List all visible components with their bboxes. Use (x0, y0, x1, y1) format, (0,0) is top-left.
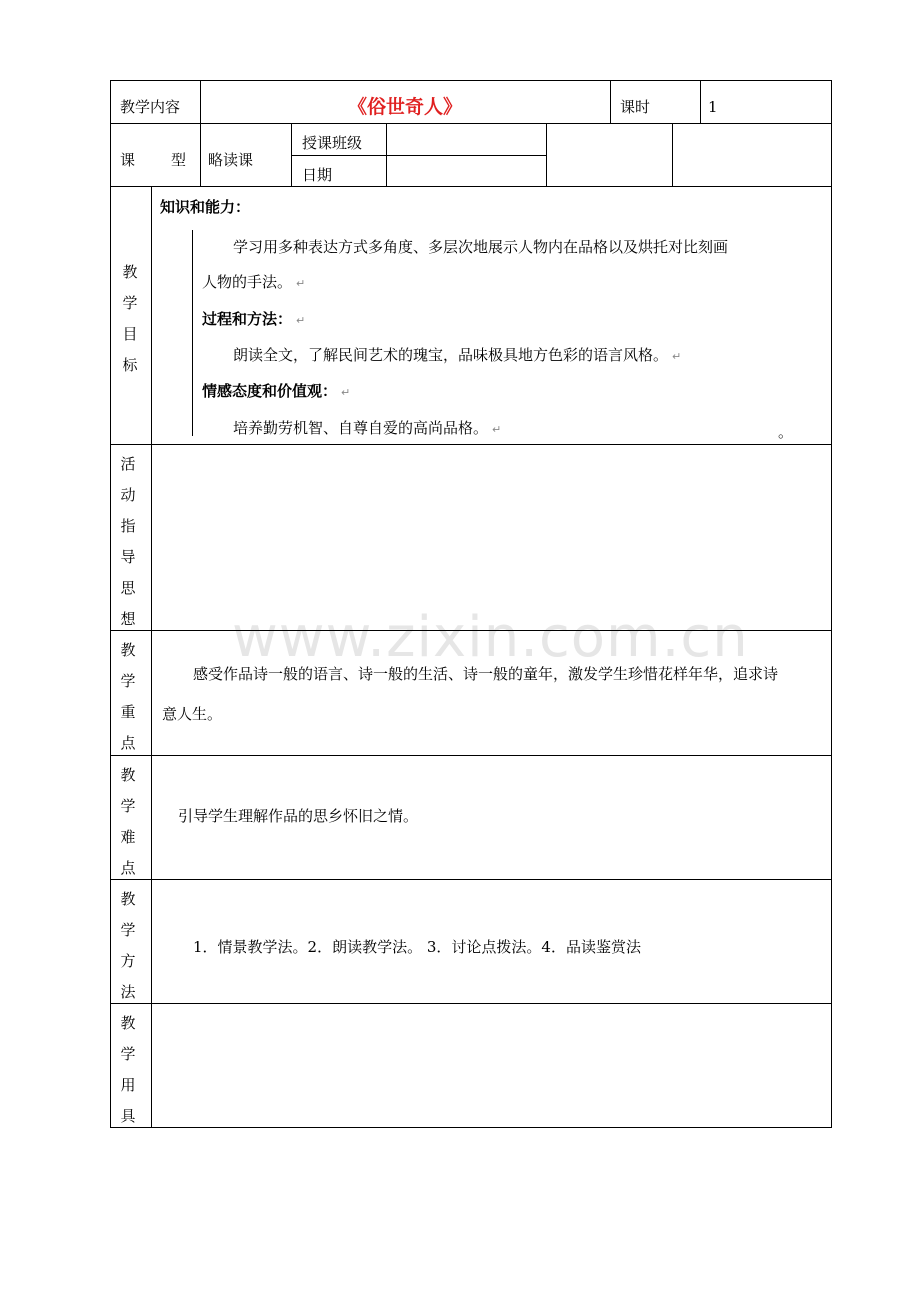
methods-label-char: 法 (120, 983, 136, 1001)
guiding-label-char: 活 (120, 455, 136, 473)
cell-keypoints-body (151, 630, 832, 756)
methods-label-char: 学 (120, 921, 136, 939)
objectives-label-char: 目 (122, 325, 138, 343)
methods-label-char: 教 (120, 890, 136, 908)
guiding-label-char: 想 (120, 610, 136, 628)
process-heading (202, 310, 305, 330)
cell-date-value (386, 155, 547, 187)
keypoints-label (108, 635, 148, 759)
paragraph-mark: ↵ (492, 423, 502, 436)
cell-period-value (700, 80, 832, 124)
content-label: 教学内容 (120, 98, 181, 116)
objectives-label-char: 学 (122, 294, 138, 312)
lesson-title: 《俗世奇人》 (347, 96, 462, 118)
watermark-text: www.zixin.com.cn (232, 605, 749, 670)
paragraph-mark: ↵ (341, 386, 351, 399)
process-heading-text: 过程和方法： (202, 310, 293, 328)
knowledge-line-1: 学习用多种表达方式多角度、多层次地展示人物内在品格以及烘托对比刻画 (233, 238, 729, 256)
guiding-label (108, 449, 148, 635)
keypoints-line-1: 感受作品诗一般的语言、诗一般的生活、诗一般的童年，激发学生珍惜花样年华，追求诗 (193, 665, 779, 683)
guiding-label-char: 导 (120, 548, 136, 566)
emotion-text (233, 419, 501, 439)
keypoints-label-char: 学 (120, 672, 136, 690)
paragraph-mark: ↵ (672, 350, 682, 363)
difficulties-label-char: 难 (120, 828, 136, 846)
trailing-mark: 。 (778, 423, 794, 441)
difficulties-text: 引导学生理解作品的思乡怀旧之情。 (178, 807, 419, 825)
tools-label-char: 具 (120, 1107, 136, 1125)
emotion-text-body: 培养勤劳机智、自尊自爱的高尚品格。 (233, 419, 489, 437)
keypoints-line-2: 意人生。 (162, 705, 223, 723)
emotion-heading-text: 情感态度和价值观： (202, 382, 338, 400)
difficulties-label-char: 点 (120, 859, 136, 877)
cell-class-value (386, 123, 547, 156)
methods-label (108, 884, 148, 1008)
knowledge-heading: 知识和能力： (160, 198, 251, 216)
guiding-label-char: 指 (120, 517, 136, 535)
cell-extra-1 (546, 123, 673, 187)
tools-label-char: 教 (120, 1014, 136, 1032)
process-text-body: 朗读全文，了解民间艺术的瑰宝，品味极具地方色彩的语言风格。 (233, 346, 669, 364)
methods-label-char: 方 (120, 952, 136, 970)
type-label: 课 型 (120, 151, 189, 169)
cell-guiding-body (151, 444, 832, 631)
cell-tools-body (151, 1003, 832, 1128)
cell-extra-2 (672, 123, 832, 187)
methods-text: 1．情景教学法。2．朗读教学法。 3．讨论点拨法。4．品读鉴赏法 (193, 938, 641, 956)
difficulties-label (108, 760, 148, 884)
date-label: 日期 (302, 166, 333, 184)
period-value: 1 (708, 98, 718, 116)
knowledge-line-2 (202, 273, 305, 293)
guiding-label-char: 思 (120, 579, 136, 597)
objectives-label-char: 教 (122, 263, 138, 281)
keypoints-label-char: 点 (120, 734, 136, 752)
process-text (233, 346, 681, 366)
class-label: 授课班级 (302, 134, 363, 152)
type-value: 略读课 (208, 151, 254, 169)
paragraph-mark: ↵ (296, 314, 306, 327)
emotion-heading (202, 382, 350, 402)
tools-label-char: 学 (120, 1045, 136, 1063)
difficulties-label-char: 教 (120, 766, 136, 784)
objectives-label (110, 257, 150, 381)
guiding-label-char: 动 (120, 486, 136, 504)
inner-left-rule (192, 230, 193, 436)
keypoints-label-char: 重 (120, 703, 136, 721)
difficulties-label-char: 学 (120, 797, 136, 815)
tools-label (108, 1008, 148, 1132)
knowledge-line-2-text: 人物的手法。 (202, 273, 293, 291)
paragraph-mark: ↵ (296, 277, 306, 290)
objectives-label-char: 标 (122, 356, 138, 374)
tools-label-char: 用 (120, 1076, 136, 1094)
period-label: 课时 (620, 98, 651, 116)
keypoints-label-char: 教 (120, 641, 136, 659)
